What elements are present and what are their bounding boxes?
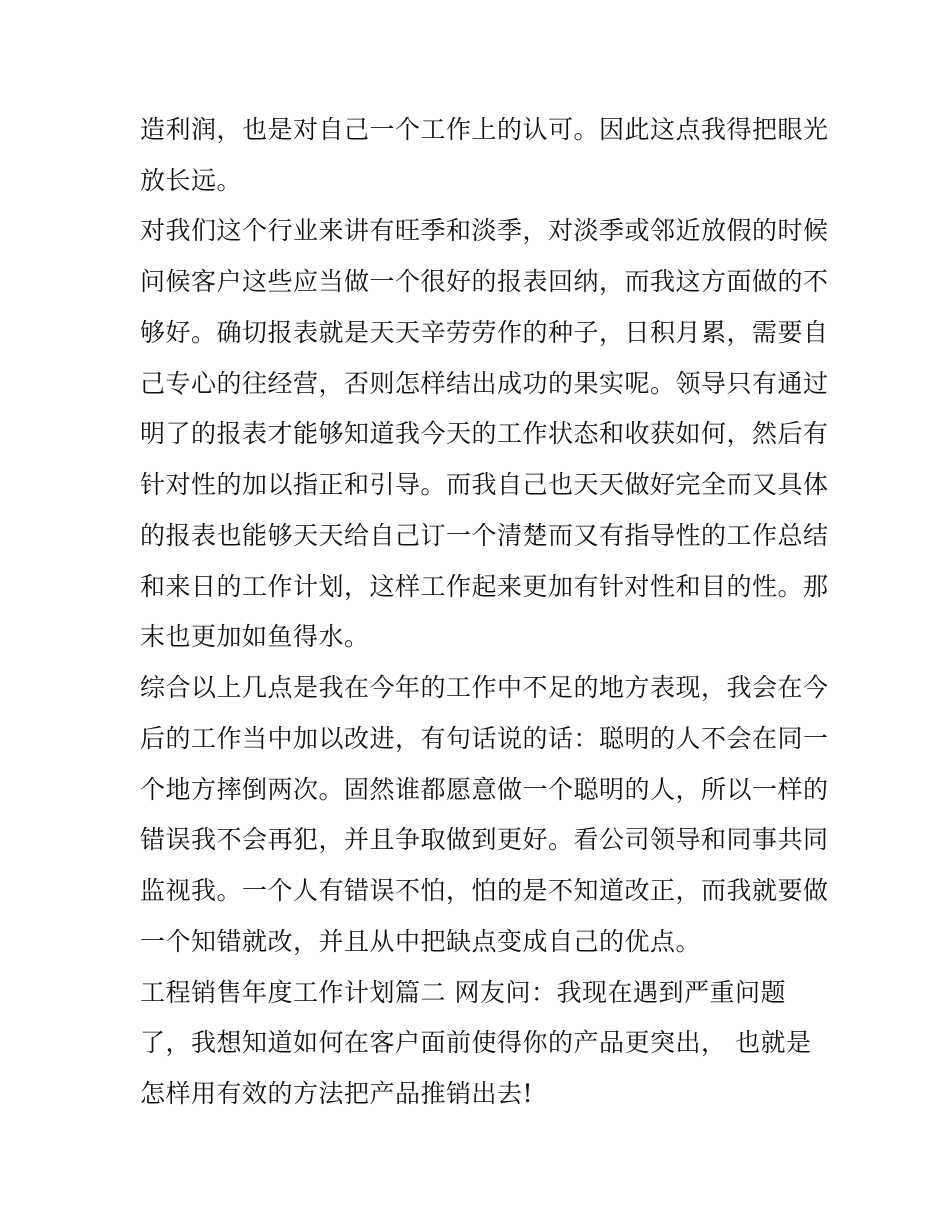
text-line: 末也更加如鱼得水。 bbox=[140, 622, 370, 651]
text-line: 明了的报表才能够知道我今天的工作状态和收获如何，然后有 bbox=[140, 419, 829, 448]
text-line: 一个知错就改，并且从中把缺点变成自己的优点。 bbox=[140, 927, 702, 956]
text-line: 的报表也能够天天给自己订一个清楚而又有指导性的工作总结 bbox=[140, 521, 829, 550]
text-line: 工程销售年度工作计划篇二 网友问：我现在遇到严重问题 bbox=[140, 978, 786, 1007]
text-line: 监视我。一个人有错误不怕，怕的是不知道改正，而我就要做 bbox=[140, 876, 829, 905]
text-line: 放长远。 bbox=[140, 166, 243, 195]
text-line: 针对性的加以指正和引导。而我自己也天天做好完全而又具体 bbox=[140, 470, 829, 499]
text-line: 后的工作当中加以改进，有句话说的话：聪明的人不会在同一 bbox=[140, 724, 829, 753]
text-line: 己专心的往经营，否则怎样结出成功的果实呢。领导只有通过 bbox=[140, 369, 829, 398]
text-line: 错误我不会再犯，并且争取做到更好。看公司领导和同事共同 bbox=[140, 825, 829, 854]
text-line: 怎样用有效的方法把产品推销出去! bbox=[140, 1079, 534, 1108]
text-line: 和来日的工作计划，这样工作起来更加有针对性和目的性。那 bbox=[140, 572, 829, 601]
text-line: 对我们这个行业来讲有旺季和淡季，对淡季或邻近放假的时候 bbox=[140, 216, 829, 245]
text-line: 综合以上几点是我在今年的工作中不足的地方表现，我会在今 bbox=[140, 673, 829, 702]
text-line: 造利润，也是对自己一个工作上的认可。因此这点我得把眼光 bbox=[140, 115, 829, 144]
text-line: 够好。确切报表就是天天辛劳劳作的种子，日积月累，需要自 bbox=[140, 318, 829, 347]
text-line: 问候客户这些应当做一个很好的报表回纳，而我这方面做的不 bbox=[140, 267, 829, 296]
text-line: 个地方摔倒两次。固然谁都愿意做一个聪明的人，所以一样的 bbox=[140, 775, 829, 804]
text-line: 了，我想知道如何在客户面前使得你的产品更突出， 也就是 bbox=[140, 1028, 812, 1057]
